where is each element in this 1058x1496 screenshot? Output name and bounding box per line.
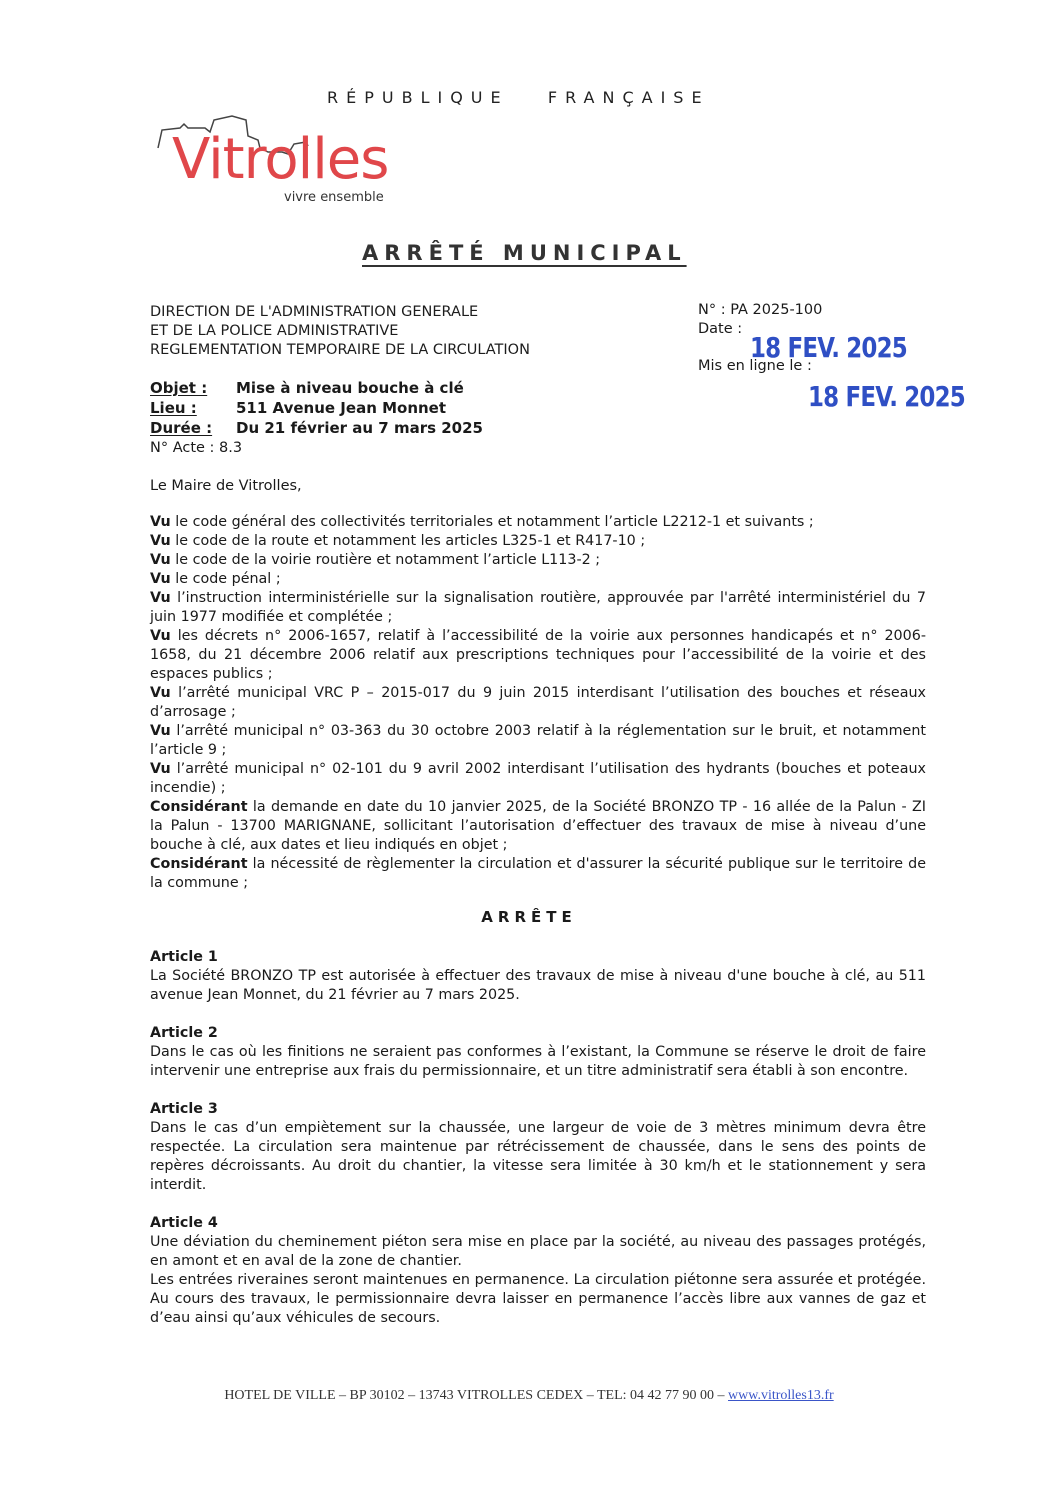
document-title: ARRÊTÉ MUNICIPAL bbox=[362, 241, 687, 265]
mis-en-ligne-label: Mis en ligne le : bbox=[698, 358, 812, 374]
direction-line: DIRECTION DE L'ADMINISTRATION GENERALE bbox=[150, 304, 479, 320]
lieu-row bbox=[150, 398, 483, 418]
acte-number: N° Acte : 8.3 bbox=[150, 440, 243, 456]
visa-lead: Considérant bbox=[150, 856, 248, 872]
visa-item bbox=[150, 513, 926, 532]
visa-lead: Vu bbox=[150, 590, 171, 606]
visa-item bbox=[150, 570, 926, 589]
duree-value: Du 21 février au 7 mars 2025 bbox=[236, 419, 483, 437]
visa-item bbox=[150, 551, 926, 570]
visa-lead: Considérant bbox=[150, 799, 248, 815]
article-paragraph: Dans le cas où les finitions ne seraient pas conformes à l’existant, la Commune se réserve le droit de faire intervenir une entreprise aux frais du permissionnaire, et un titre administratif sera établi à son encontre. bbox=[150, 1044, 926, 1079]
article bbox=[150, 948, 926, 1005]
objet-value: Mise à niveau bouche à clé bbox=[236, 379, 464, 397]
article bbox=[150, 1100, 926, 1195]
date-stamp: 18 FEV. 2025 bbox=[750, 331, 907, 364]
visa-lead: Vu bbox=[150, 571, 171, 587]
logo-tagline: vivre ensemble bbox=[284, 190, 384, 205]
visa-lead: Vu bbox=[150, 628, 171, 644]
visa-lead: Vu bbox=[150, 685, 171, 701]
article-paragraph: Dans le cas d’un empiètement sur la chaussée, une largeur de voie de 3 mètres minimum devra être respectée. La circulation sera maintenue par rétrécissement de chaussée, dans le sens des points de repères décroissants. Au droit du chantier, la vitesse sera limitée à 30 km/h et le stationnement y sera interdit. bbox=[150, 1120, 926, 1193]
footer-address: HOTEL DE VILLE – BP 30102 – 13743 VITROLLES CEDEX – TEL: 04 42 77 90 00 – bbox=[224, 1388, 729, 1403]
visa-text: la nécessité de règlementer la circulation et d'assurer la sécurité publique sur le territoire de la commune ; bbox=[150, 856, 926, 891]
duree-row bbox=[150, 418, 483, 438]
vitrolles-logo bbox=[150, 112, 420, 212]
article-paragraph: Les entrées riveraines seront maintenues en permanence. La circulation piétonne sera assurée et protégée. Au cours des travaux, le permissionnaire devra laisser en permanence l’accès libre aux vannes de gaz et d’eau ainsi qu’aux véhicules de secours. bbox=[150, 1272, 926, 1326]
arrete-heading: ARRÊTE bbox=[481, 908, 577, 926]
article-title: Article 2 bbox=[150, 1025, 218, 1041]
visa-item bbox=[150, 589, 926, 627]
visa-item bbox=[150, 722, 926, 760]
arrete-number: N° : PA 2025-100 bbox=[698, 302, 823, 318]
visa-text: l’instruction interministérielle sur la signalisation routière, approuvée par l'arrêté interministériel du 7 juin 1977 modifiée et complétée ; bbox=[150, 590, 926, 625]
visa-item bbox=[150, 684, 926, 722]
visa-text: le code de la route et notamment les articles L325-1 et R417-10 ; bbox=[170, 533, 646, 549]
visa-text: l’arrêté municipal VRC P – 2015-017 du 9 juin 2015 interdisant l’utilisation des bouches et réseaux d’arrosage ; bbox=[150, 685, 926, 720]
mis-en-ligne-stamp: 18 FEV. 2025 bbox=[808, 380, 965, 413]
duree-label: Durée : bbox=[150, 419, 213, 437]
article-title: Article 3 bbox=[150, 1101, 218, 1117]
visa-item bbox=[150, 855, 926, 893]
visa-lead: Vu bbox=[150, 514, 171, 530]
article bbox=[150, 1214, 926, 1328]
website-link[interactable]: www.vitrolles13.fr bbox=[728, 1388, 834, 1403]
article-paragraph: Une déviation du cheminement piéton sera mise en place par la société, au niveau des passages protégés, en amont et en aval de la zone de chantier. bbox=[150, 1234, 926, 1269]
visa-text: le code de la voirie routière et notamment l’article L113-2 ; bbox=[170, 552, 601, 568]
article-title: Article 1 bbox=[150, 949, 218, 965]
visa-text: l’arrêté municipal n° 03-363 du 30 octobre 2003 relatif à la réglementation sur le bruit, et notamment l’article 9 ; bbox=[150, 723, 926, 758]
visa-item bbox=[150, 760, 926, 798]
visa-text: les décrets n° 2006-1657, relatif à l’accessibilité de la voirie aux personnes handicapés et n° 2006-1658, du 21 décembre 2006 relatif aux prescriptions techniques pour l’accessibilité de la voirie et des espaces publics ; bbox=[150, 628, 926, 682]
objet-label: Objet : bbox=[150, 379, 208, 397]
lieu-value: 511 Avenue Jean Monnet bbox=[236, 399, 447, 417]
lieu-label: Lieu : bbox=[150, 399, 197, 417]
visa-text: le code général des collectivités territoriales et notamment l’article L2212-1 et suivants ; bbox=[170, 514, 814, 530]
footer bbox=[0, 1388, 1058, 1404]
article-paragraph: La Société BRONZO TP est autorisée à effectuer des travaux de mise à niveau d'une bouche à clé, au 511 avenue Jean Monnet, du 21 février au 7 mars 2025. bbox=[150, 968, 926, 1003]
date-label: Date : bbox=[698, 321, 743, 337]
visa-item bbox=[150, 798, 926, 855]
maire-salutation: Le Maire de Vitrolles, bbox=[150, 478, 302, 494]
visa-text: le code pénal ; bbox=[170, 571, 281, 587]
visas-list bbox=[150, 513, 926, 893]
visa-item bbox=[150, 532, 926, 551]
articles-list bbox=[150, 948, 926, 1347]
republique-francaise: RÉPUBLIQUE FRANÇAISE bbox=[327, 88, 710, 107]
visa-text: l’arrêté municipal n° 02-101 du 9 avril 2002 interdisant l’utilisation des hydrants (bouches et poteaux incendie) ; bbox=[150, 761, 926, 796]
visa-lead: Vu bbox=[150, 761, 171, 777]
direction-line: ET DE LA POLICE ADMINISTRATIVE bbox=[150, 323, 399, 339]
direction-line: REGLEMENTATION TEMPORAIRE DE LA CIRCULATION bbox=[150, 342, 530, 358]
visa-lead: Vu bbox=[150, 723, 171, 739]
article bbox=[150, 1024, 926, 1081]
direction-block bbox=[150, 303, 530, 360]
article-title: Article 4 bbox=[150, 1215, 218, 1231]
visa-item bbox=[150, 627, 926, 684]
visa-text: la demande en date du 10 janvier 2025, de la Société BRONZO TP - 16 allée de la Palun - ZI la Palun - 13700 MARIGNANE, sollicitant l’autorisation d’effectuer des travaux de mise à niveau d’une bouche à clé, aux dates et lieu indiqués en objet ; bbox=[150, 799, 926, 853]
objet-row bbox=[150, 378, 483, 398]
logo-wordmark: Vitrolles bbox=[172, 127, 389, 192]
visa-lead: Vu bbox=[150, 552, 171, 568]
meta-block bbox=[150, 378, 483, 438]
visa-lead: Vu bbox=[150, 533, 171, 549]
